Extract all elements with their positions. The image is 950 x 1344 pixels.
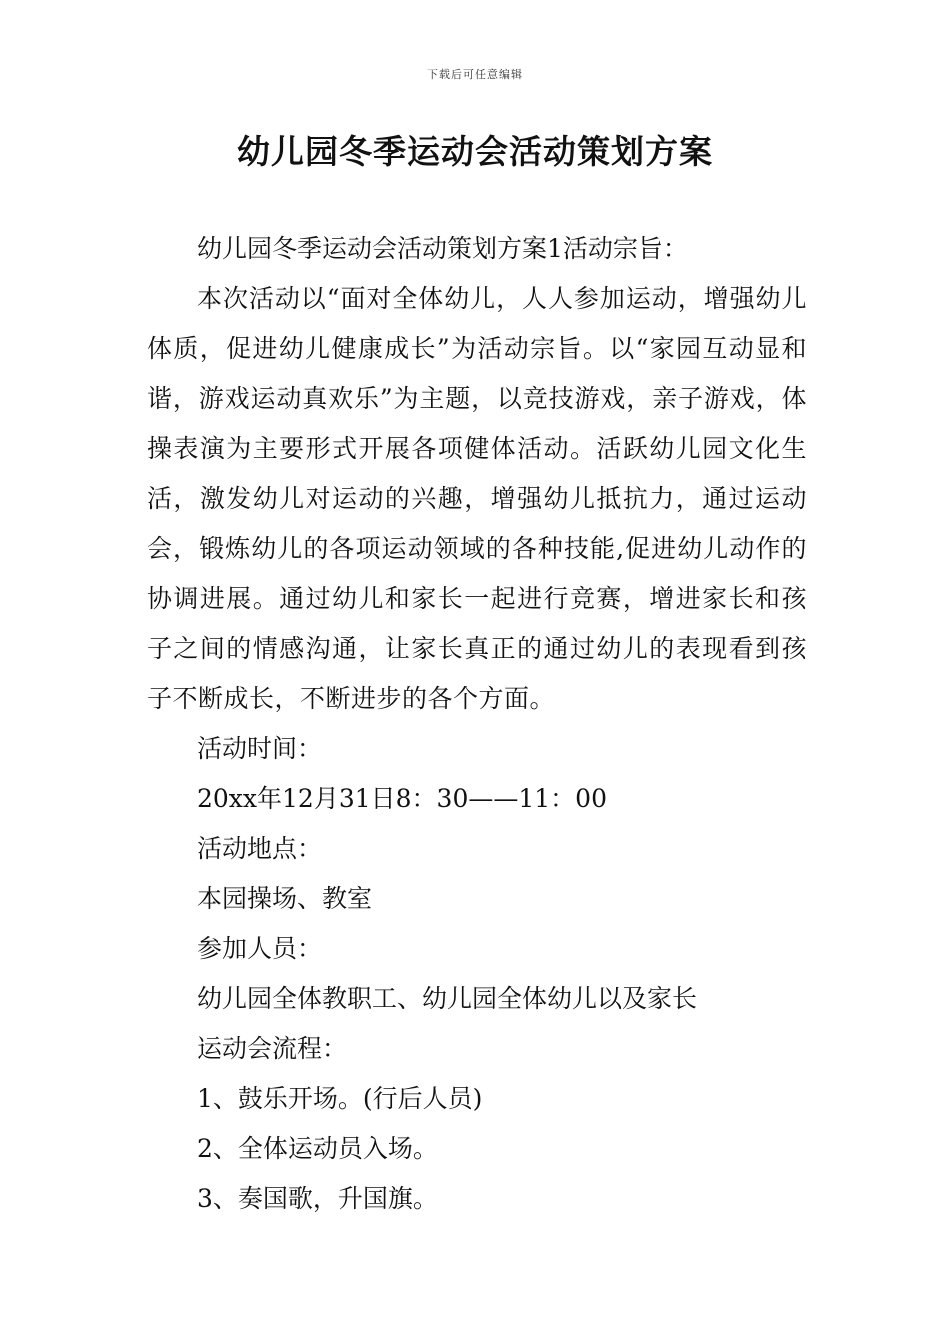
section-heading-purpose: 幼儿园冬季运动会活动策划方案1活动宗旨： — [197, 234, 688, 263]
process-item-1: 1、鼓乐开场。(行后人员) — [197, 1084, 483, 1113]
participants-value: 幼儿园全体教职工、幼儿园全体幼儿以及家长 — [197, 984, 698, 1013]
time-label: 活动时间： — [197, 734, 323, 763]
header-note: 下载后可任意编辑 — [427, 68, 523, 81]
process-label: 运动会流程： — [197, 1034, 348, 1063]
document-body — [147, 224, 807, 1224]
document-title: 幼儿园冬季运动会活动策划方案 — [237, 132, 713, 171]
location-label: 活动地点： — [197, 834, 323, 863]
location-value: 本园操场、教室 — [197, 884, 373, 913]
purpose-paragraph: 本次活动以“面对全体幼儿，人人参加运动，增强幼儿体质，促进幼儿健康成长”为活动宗旨。以“家园互动显和谐，游戏运动真欢乐”为主题，以竞技游戏，亲子游戏，体操表演为主要形式开展各项健体活动。活跃幼儿园文化生活，激发幼儿对运动的兴趣，增强幼儿抵抗力，通过运动会，锻炼幼儿的各项运动领域的各种技能,促进幼儿动作的协调进展。通过幼儿和家长一起进行竞赛，增进家长和孩子之间的情感沟通，让家长真正的通过幼儿的表现看到孩子不断成长，不断进步的各个方面。 — [147, 284, 807, 713]
process-item-2: 2、全体运动员入场。 — [197, 1134, 438, 1163]
participants-label: 参加人员： — [197, 934, 323, 963]
process-item-3: 3、奏国歌，升国旗。 — [197, 1184, 438, 1213]
time-value: 20xx年12月31日8：30——11：00 — [197, 784, 607, 813]
